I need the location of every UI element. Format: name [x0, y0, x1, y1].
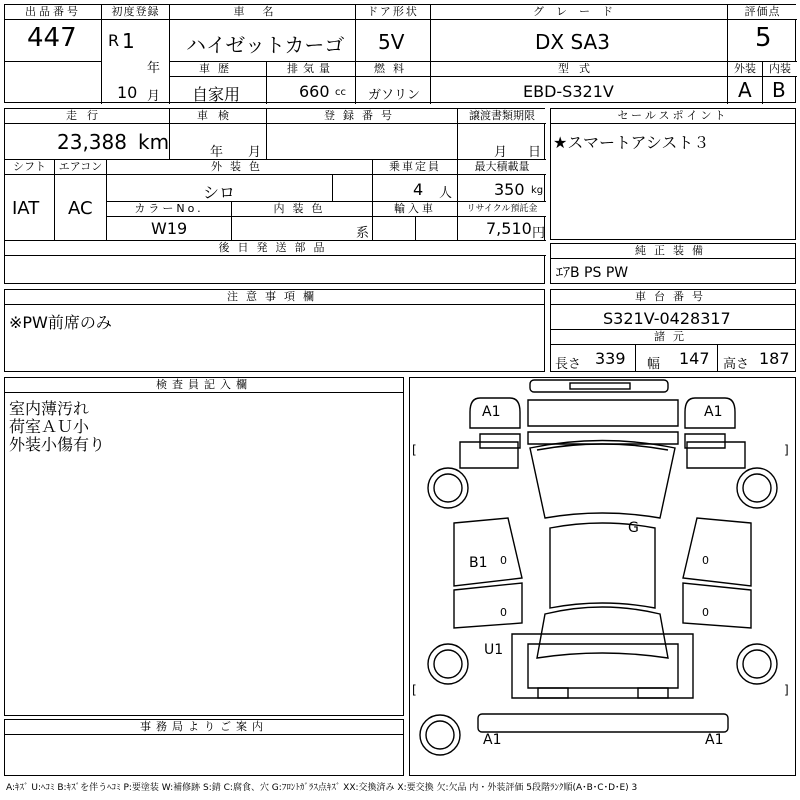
later-parts-label: 後日発送部品	[5, 241, 546, 256]
inspector-block	[4, 377, 404, 716]
notes-block	[4, 289, 545, 372]
equipment-block	[550, 243, 796, 284]
length-label: 長さ	[555, 357, 582, 372]
chassis-block	[550, 289, 796, 372]
ext-color-value: シロ	[203, 183, 236, 202]
score-label: 評価点	[728, 5, 797, 20]
int-grade-value: B	[772, 78, 786, 102]
lot-no-label: 出品番号	[5, 5, 101, 20]
chassis-number: S321V-0428317	[603, 309, 731, 328]
lot-no-cell	[5, 5, 102, 62]
dims-label: 諸元	[551, 329, 795, 345]
reg-no-cell	[267, 109, 458, 160]
recycle-cell	[458, 202, 546, 241]
height-label: 高さ	[723, 357, 750, 372]
damage-mark: A1	[482, 404, 501, 420]
first-reg-cell	[102, 5, 170, 104]
transfer-day-unit: 日	[528, 145, 542, 160]
ext-color-cell	[107, 160, 373, 202]
lot-no-blank	[5, 62, 102, 104]
displacement-cell	[267, 62, 356, 104]
displacement-label: 排気量	[267, 62, 355, 77]
o-mark: 0	[500, 606, 507, 619]
int-grade-cell	[763, 62, 797, 104]
capacity-label: 乗車定員	[373, 160, 457, 175]
color-no-cell	[107, 202, 232, 241]
int-color-cell	[232, 202, 373, 241]
damage-mark: A1	[483, 732, 502, 748]
int-color-unit: 系	[356, 226, 370, 241]
mileage-value: 23,388	[57, 130, 127, 154]
office-label: 事務局よりご案内	[5, 720, 403, 735]
first-reg-era: R	[108, 31, 120, 50]
model-value: EBD-S321V	[523, 82, 614, 101]
grade-cell	[431, 5, 728, 62]
damage-mark: U1	[484, 642, 504, 658]
first-reg-label: 初度登録	[102, 5, 169, 20]
damage-mark: A1	[704, 404, 723, 420]
damage-mark: G	[628, 520, 639, 536]
first-reg-month: 10	[117, 83, 138, 102]
score-value: 5	[755, 23, 772, 53]
sales-point-label: セールスポイント	[551, 109, 795, 124]
car-diagram-svg	[410, 378, 795, 775]
fuel-value: ガソリン	[368, 88, 421, 103]
score-cell	[728, 5, 797, 62]
sales-point-block	[550, 108, 796, 240]
width-value: 147	[679, 349, 710, 368]
history-value: 自家用	[192, 85, 241, 104]
bracket-mark: [	[412, 443, 417, 457]
reg-no-label: 登録番号	[267, 109, 457, 124]
height-value: 187	[759, 349, 790, 368]
bracket-mark: ]	[784, 683, 789, 697]
door-label: ドア形状	[356, 5, 430, 20]
capacity-value: 4	[413, 180, 424, 199]
car-name-value: ハイゼットカーゴ	[186, 33, 345, 57]
damage-mark: B1	[469, 555, 488, 571]
ext-grade-value: A	[738, 78, 752, 102]
notes-label: 注意事項欄	[5, 290, 544, 305]
shift-cell	[5, 160, 55, 241]
history-label: 車歴	[170, 62, 266, 77]
inspector-line: 室内薄汚れ	[9, 399, 90, 418]
door-cell	[356, 5, 431, 62]
transfer-month-unit: 月	[494, 145, 508, 160]
header-block	[4, 4, 796, 103]
bracket-mark: ]	[784, 443, 789, 457]
import-cell	[373, 202, 458, 241]
load-cell	[458, 160, 546, 202]
inspection-cell	[170, 109, 267, 160]
load-value: 350	[494, 180, 525, 199]
mileage-unit: km	[138, 130, 170, 154]
inspector-label: 検査員記入欄	[5, 378, 403, 393]
transfer-label: 譲渡書類期限	[458, 109, 546, 124]
ac-cell	[55, 160, 107, 241]
inspection-year-unit: 年	[210, 145, 224, 160]
o-mark: 0	[500, 554, 507, 567]
sales-point-text: ★スマートアシスト３	[553, 133, 710, 152]
ac-value: AC	[68, 198, 93, 219]
door-value: 5V	[378, 30, 405, 54]
displacement-unit: cc	[335, 87, 346, 98]
load-unit: kg	[531, 185, 544, 196]
int-color-label: 内装色	[232, 202, 372, 217]
later-parts-cell	[5, 241, 546, 285]
ac-label: エアコン	[55, 160, 106, 175]
recycle-label: リサイクル預託金	[458, 202, 546, 217]
bracket-mark: [	[412, 683, 417, 697]
ext-color-label: 外装色	[107, 160, 372, 175]
specs-block	[4, 108, 545, 284]
capacity-cell	[373, 160, 458, 202]
inspector-line: 外装小傷有り	[9, 435, 106, 454]
first-reg-year: 1	[122, 29, 135, 53]
ext-grade-cell	[728, 62, 763, 104]
o-mark: 0	[702, 554, 709, 567]
fuel-label: 燃料	[356, 62, 430, 77]
color-no-label: カラーNo.	[107, 202, 231, 217]
equipment-text: ｴｱB PS PW	[556, 265, 629, 281]
car-diagram	[409, 377, 796, 776]
notes-text: ※PW前席のみ	[9, 313, 112, 332]
color-no-value: W19	[151, 219, 188, 238]
shift-label: シフト	[5, 160, 54, 175]
lot-no-value: 447	[27, 23, 77, 53]
int-grade-label: 内装	[763, 62, 797, 77]
transfer-cell	[458, 109, 546, 160]
car-name-cell	[170, 5, 356, 62]
grade-label: グレード	[431, 5, 727, 20]
recycle-unit: 円	[532, 226, 546, 241]
import-label: 輸入車	[373, 202, 457, 217]
inspector-line: 荷室ＡＵ小	[9, 417, 90, 436]
mileage-label: 走行	[5, 109, 169, 124]
inspection-month-unit: 月	[248, 145, 262, 160]
recycle-value: 7,510	[486, 219, 532, 238]
car-name-label: 車名	[170, 5, 355, 20]
inspection-label: 車検	[170, 109, 266, 124]
first-reg-year-unit: 年	[147, 61, 161, 76]
office-block	[4, 719, 404, 776]
width-label: 幅	[647, 357, 661, 372]
fuel-cell	[356, 62, 431, 104]
model-label: 型式	[431, 62, 727, 77]
damage-mark: A1	[705, 732, 724, 748]
mileage-cell	[5, 109, 170, 160]
model-cell	[431, 62, 728, 104]
chassis-label: 車台番号	[551, 290, 795, 305]
first-reg-month-unit: 月	[147, 89, 161, 104]
history-cell	[170, 62, 267, 104]
displacement-value: 660	[299, 82, 330, 101]
grade-value: DX SA3	[535, 30, 610, 54]
shift-value: IAT	[12, 198, 40, 219]
equipment-label: 純正装備	[551, 244, 795, 259]
ext-grade-label: 外装	[728, 62, 762, 77]
o-mark: 0	[702, 606, 709, 619]
load-label: 最大積載量	[458, 160, 546, 175]
legend-text: A:ｷｽﾞ U:ﾍｺﾐ B:ｷｽﾞを伴うﾍｺﾐ P:要塗装 W:補修跡 S:錆 C:腐食、穴 G:ﾌﾛﾝﾄｶﾞﾗｽ点ｷｽﾞ XX:交換済み X:要交換 欠:欠品 内・外装評価 5段階ﾗﾝｸ順(A･B･C･D･E) 3	[6, 783, 638, 793]
length-value: 339	[595, 349, 626, 368]
capacity-unit: 人	[439, 186, 453, 201]
